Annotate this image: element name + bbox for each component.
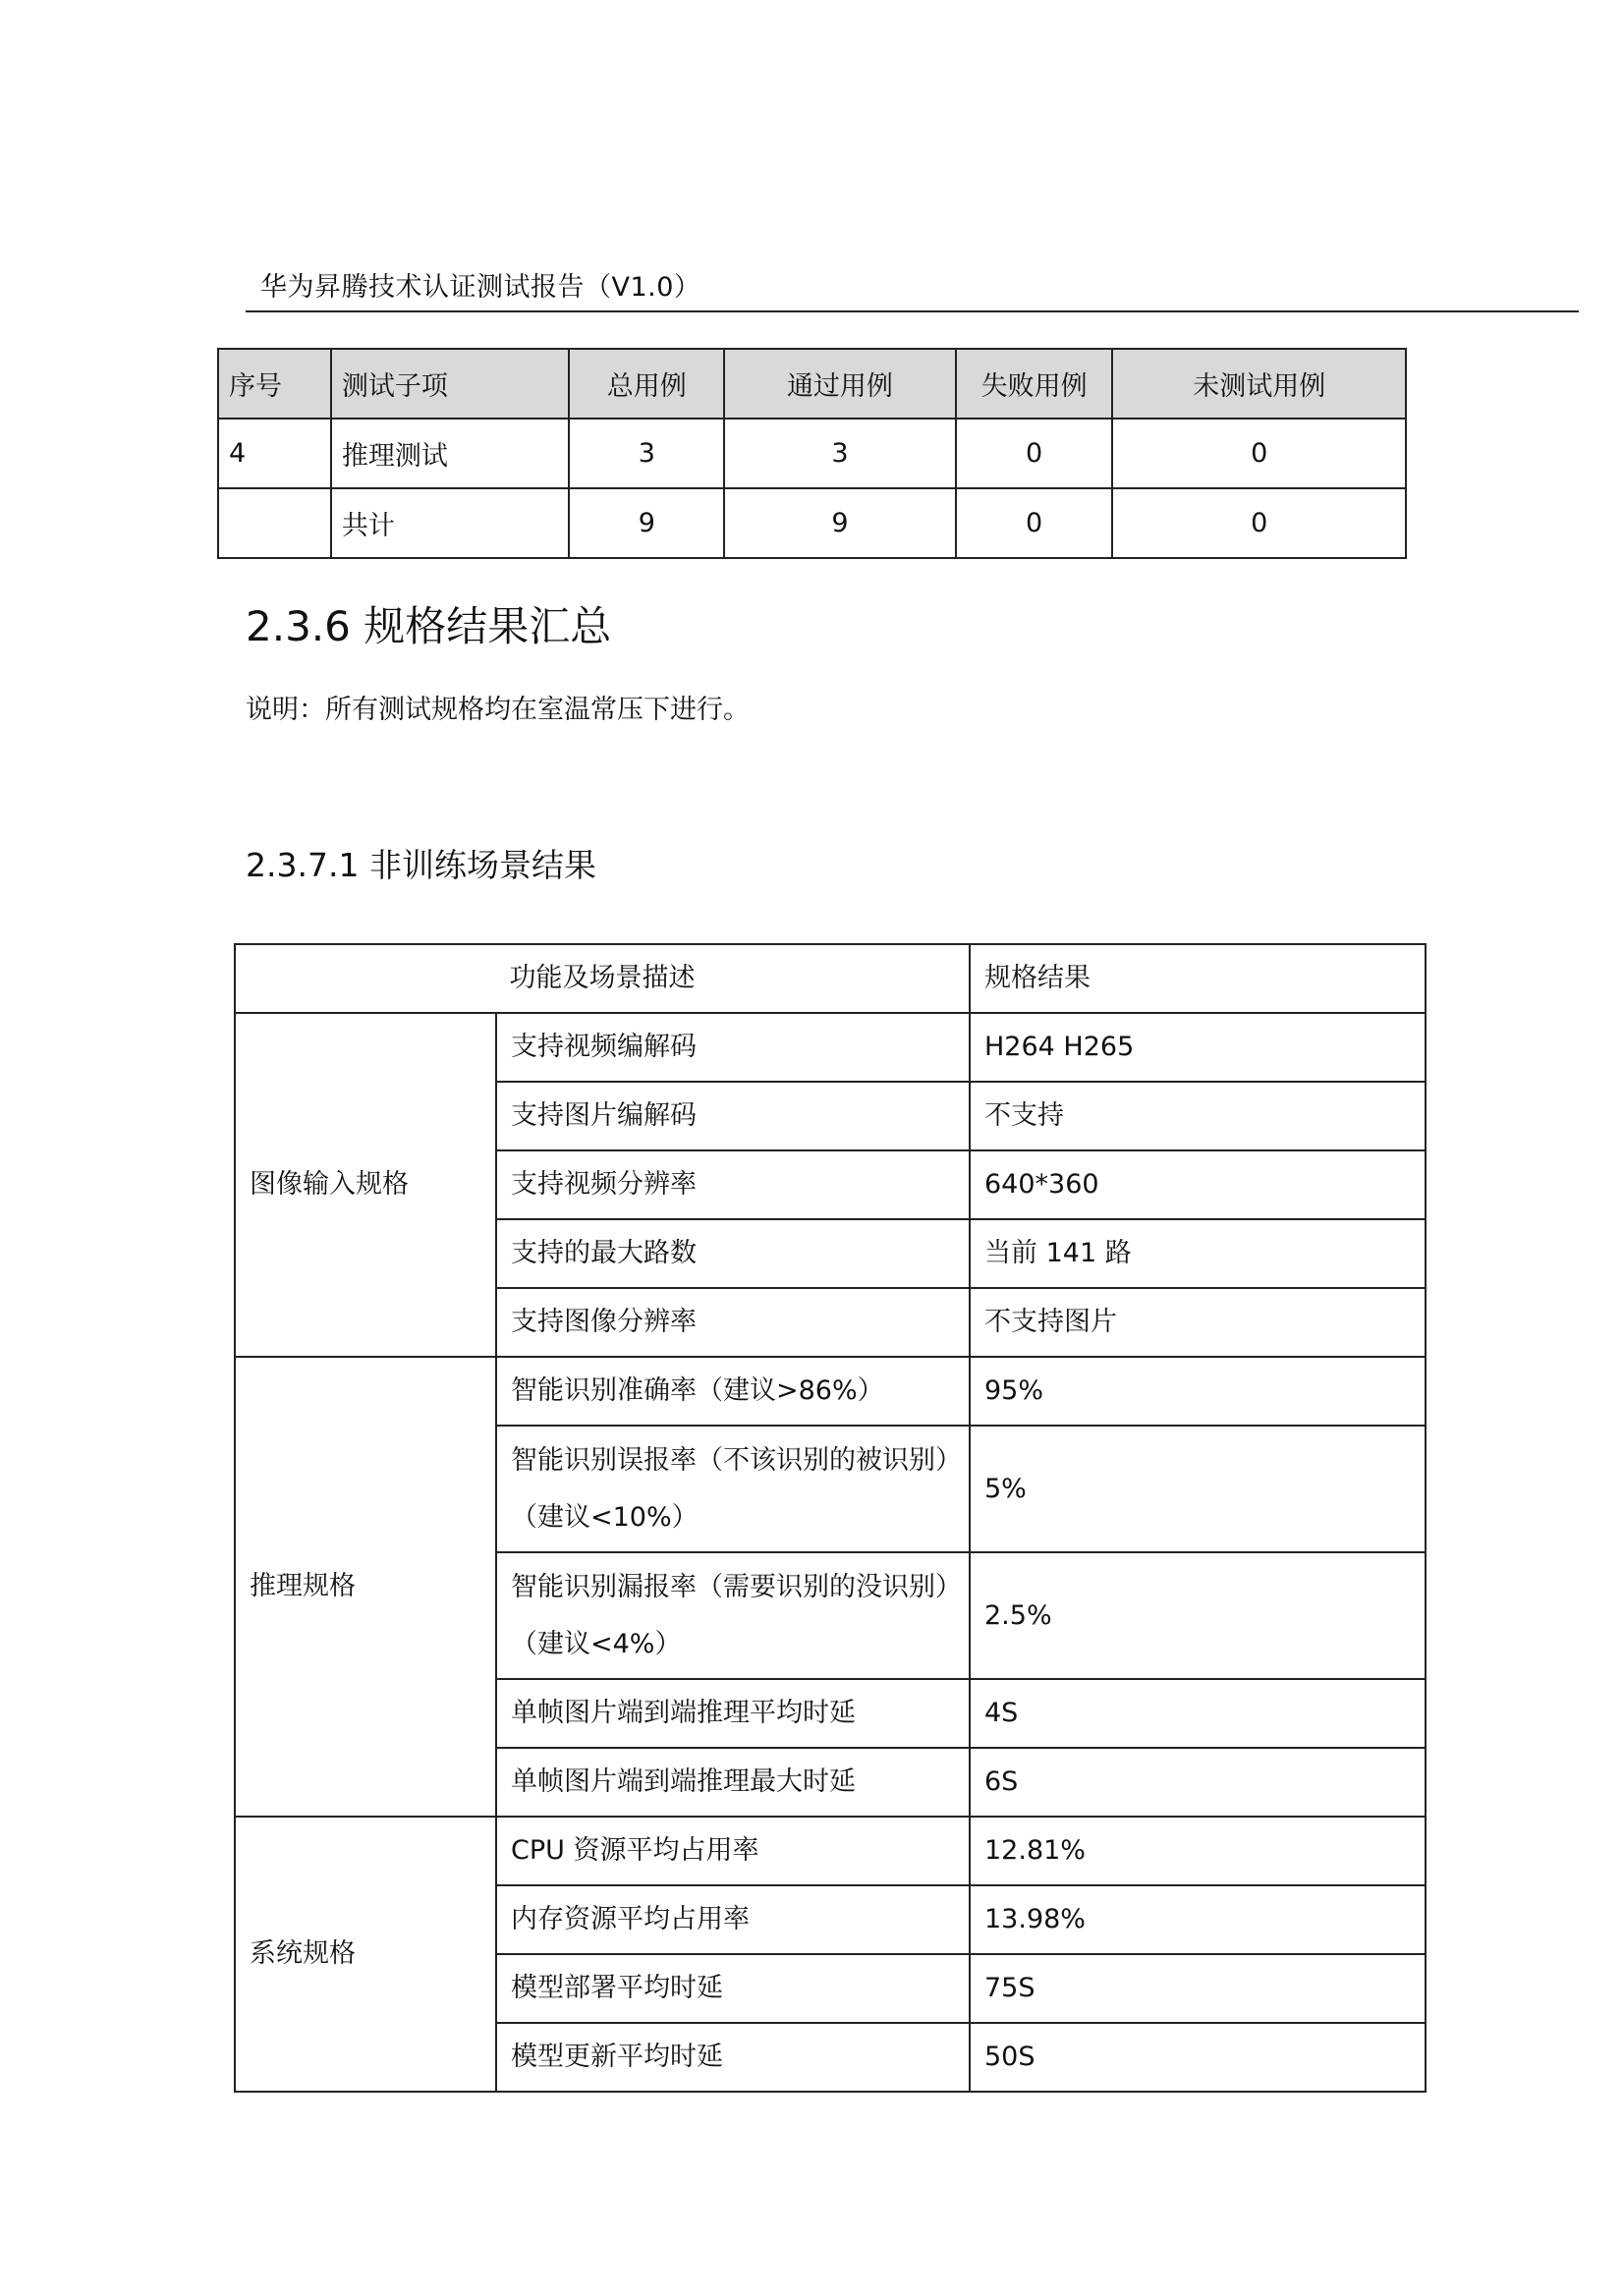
cell-passed: 9 <box>724 488 956 558</box>
col-header-untested: 未测试用例 <box>1112 349 1406 419</box>
item-cell: 支持视频分辨率 <box>496 1150 970 1219</box>
result-cell: 95% <box>970 1357 1426 1426</box>
spec-header-row <box>235 944 1426 1013</box>
item-line-2: （建议<10%） <box>511 1501 699 1533</box>
table-row <box>235 1357 1426 1426</box>
item-line-1: 智能识别漏报率（需要识别的没识别） <box>511 1571 962 1602</box>
result-cell: 5% <box>970 1426 1426 1552</box>
item-cell: CPU 资源平均占用率 <box>496 1817 970 1885</box>
cell-subitem: 推理测试 <box>331 419 570 488</box>
col-header-index: 序号 <box>218 349 331 419</box>
result-cell: 当前 141 路 <box>970 1219 1426 1288</box>
cell-index <box>218 488 331 558</box>
spec-results-table <box>234 943 1427 2093</box>
section-heading-2-3-6: 2.3.6 规格结果汇总 <box>246 602 612 650</box>
table-row <box>235 1013 1426 1082</box>
item-cell: 模型部署平均时延 <box>496 1954 970 2023</box>
result-cell: 640*360 <box>970 1150 1426 1219</box>
item-cell: 支持图片编解码 <box>496 1082 970 1150</box>
result-cell: 2.5% <box>970 1552 1426 1679</box>
item-cell: 支持的最大路数 <box>496 1219 970 1288</box>
col-header-passed: 通过用例 <box>724 349 956 419</box>
result-cell: 13.98% <box>970 1885 1426 1954</box>
result-cell: H264 H265 <box>970 1013 1426 1082</box>
category-cell: 图像输入规格 <box>235 1013 496 1357</box>
result-cell: 6S <box>970 1748 1426 1817</box>
section-note: 说明：所有测试规格均在室温常压下进行。 <box>246 695 750 725</box>
cell-subitem: 共计 <box>331 488 570 558</box>
result-cell: 12.81% <box>970 1817 1426 1885</box>
item-cell: 模型更新平均时延 <box>496 2023 970 2092</box>
cell-failed: 0 <box>956 488 1113 558</box>
cell-passed: 3 <box>724 419 956 488</box>
summary-header-row <box>218 349 1406 419</box>
item-cell: 单帧图片端到端推理平均时延 <box>496 1679 970 1748</box>
result-cell: 50S <box>970 2023 1426 2092</box>
cell-total: 3 <box>569 419 724 488</box>
item-cell: 支持视频编解码 <box>496 1013 970 1082</box>
cell-failed: 0 <box>956 419 1113 488</box>
cell-untested: 0 <box>1112 419 1406 488</box>
header-divider <box>246 310 1579 312</box>
category-cell: 推理规格 <box>235 1357 496 1817</box>
item-cell <box>496 1552 970 1679</box>
result-cell: 4S <box>970 1679 1426 1748</box>
table-row <box>218 419 1406 488</box>
cell-index: 4 <box>218 419 331 488</box>
cell-untested: 0 <box>1112 488 1406 558</box>
report-header-title: 华为昇腾技术认证测试报告（V1.0） <box>260 272 701 303</box>
table-row <box>218 488 1406 558</box>
item-line-2: （建议<4%） <box>511 1628 682 1659</box>
section-heading-2-3-7-1: 2.3.7.1 非训练场景结果 <box>246 846 596 884</box>
cell-total: 9 <box>569 488 724 558</box>
col-header-failed: 失败用例 <box>956 349 1113 419</box>
item-cell: 单帧图片端到端推理最大时延 <box>496 1748 970 1817</box>
col-header-result: 规格结果 <box>970 944 1426 1013</box>
table-row <box>235 1817 1426 1885</box>
category-cell: 系统规格 <box>235 1817 496 2092</box>
col-header-function: 功能及场景描述 <box>235 944 970 1013</box>
item-cell: 内存资源平均占用率 <box>496 1885 970 1954</box>
item-line-1: 智能识别误报率（不该识别的被识别） <box>511 1444 962 1476</box>
test-summary-table <box>217 348 1407 559</box>
item-cell: 支持图像分辨率 <box>496 1288 970 1357</box>
result-cell: 不支持图片 <box>970 1288 1426 1357</box>
result-cell: 75S <box>970 1954 1426 2023</box>
col-header-subitem: 测试子项 <box>331 349 570 419</box>
item-cell <box>496 1426 970 1552</box>
item-cell: 智能识别准确率（建议>86%） <box>496 1357 970 1426</box>
col-header-total: 总用例 <box>569 349 724 419</box>
result-cell: 不支持 <box>970 1082 1426 1150</box>
